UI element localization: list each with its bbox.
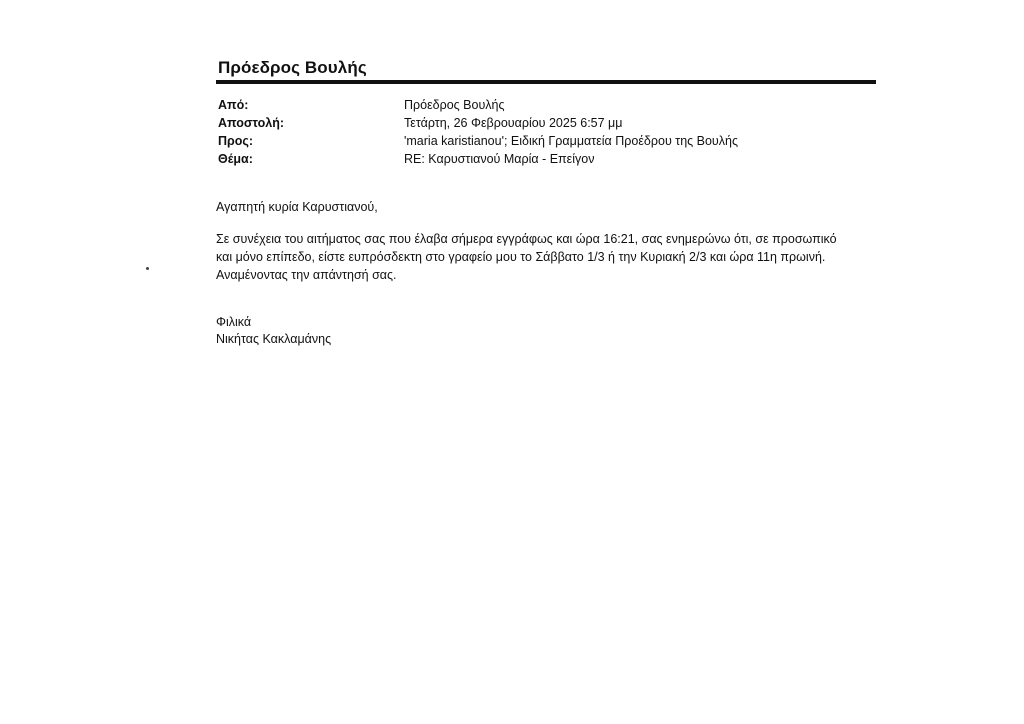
paragraph-line: Σε συνέχεια του αιτήματος σας που έλαβα σήμερα εγγράφως και ώρα 16:21, σας ενημερώνω ότι, σε προσωπικό <box>216 232 837 246</box>
signature-block <box>216 314 331 348</box>
title-rule <box>216 80 876 84</box>
header-label-sent: Αποστολή: <box>218 116 285 130</box>
greeting: Αγαπητή κυρία Καρυστιανού, <box>216 200 378 214</box>
paragraph-line: Αναμένοντας την απάντησή σας. <box>216 268 397 282</box>
header-label-subject: Θέμα: <box>218 152 253 166</box>
signature-name: Νικήτας Κακλαμάνης <box>216 332 332 346</box>
header-value-sent: Τετάρτη, 26 Φεβρουαρίου 2025 6:57 μμ <box>404 116 623 130</box>
header-row-from <box>218 96 858 114</box>
header-value-subject: RE: Καρυστιανού Μαρία - Επείγον <box>404 152 595 166</box>
header-row-to <box>218 132 858 150</box>
header-row-subject <box>218 150 858 168</box>
email-headers <box>218 96 858 168</box>
header-row-sent <box>218 114 858 132</box>
header-value-from: Πρόεδρος Βουλής <box>404 98 505 112</box>
paragraph-line: και μόνο επίπεδο, είστε ευπρόσδεκτη στο γραφείο μου το Σάββατο 1/3 ή την Κυριακή 2/3 και ώρα 11η πρωινή. <box>216 250 826 264</box>
header-value-to: 'maria karistianou'; Ειδική Γραμματεία Προέδρου της Βουλής <box>404 134 738 148</box>
header-label-to: Προς: <box>218 134 254 148</box>
header-label-from: Από: <box>218 98 249 112</box>
message-paragraph <box>216 230 876 284</box>
closing: Φιλικά <box>216 315 252 329</box>
scan-speck <box>146 267 149 270</box>
email-body <box>216 198 876 284</box>
document-title: Πρόεδρος Βουλής <box>218 58 367 77</box>
